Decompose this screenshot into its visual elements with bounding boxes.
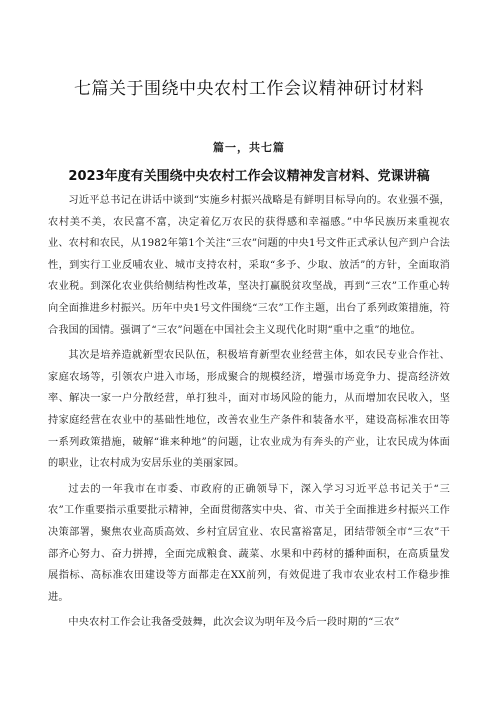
body-paragraph: 中央农村工作会让我备受鼓舞，此次会议为明年及今后一段时期的“三农” — [68, 617, 400, 629]
body-paragraph: 其次是培养造就新型农民队伍，积极培育新型农业经营主体，如农民专业合作社、家庭农场等，引领农户进入市场，形成聚合的规模经济，增强市场竞争力、提高经济效率、解决一家一户分散经营，单打独斗，面对市场风险的能力，从而增加农民收入，坚持家庭经营在农业中的基础性地位，改善农业生产条件和装备水平，建设高标准农田等一系列政策措施，破解“谁来种地”的问题，让农业成为有奔头的产业，让农民成为体面的职业，让农村成为安居乐业的美丽家园。 — [48, 350, 450, 470]
document-title: 七篇关于围绕中央农村工作会议精神研讨材料 — [74, 79, 424, 99]
section-subtitle: 2023年度有关围绕中央农村工作会议精神发言材料、党课讲稿 — [68, 169, 430, 184]
body-paragraph: 习近平总书记在讲话中谈到“实施乡村振兴战略是有鲜明目标导向的。农业强不强，农村美不美，农民富不富，决定着亿万农民的获得感和幸福感。”中华民族历来重视农业、农村和农民，从1982年第1个关注“三农”问题的中央1号文件正式承认包产到户合法性，到实行工业反哺农业、城市支持农村，采取“多予、少取、放活”的方针，全面取消农业税。到深化农业供给侧结构性改革，坚决打赢脱贫攻坚战，再到“三农”工作重心转向全面推进乡村振兴。历年中央1号文件围绕“三农”工作主题，出台了系列政策措施，符合我国的国情。强调了“三农”问题在中国社会主义现代化时期“重中之重”的地位。 — [48, 195, 450, 336]
section-label: 篇一，共七篇 — [213, 141, 285, 154]
document-body — [48, 190, 450, 634]
body-paragraph: 过去的一年我市在市委、市政府的正确领导下，深入学习习近平总书记关于“三农”工作重要指示重要批示精神，全面贯彻落实中央、省、市关于全面推进乡村振兴工作决策部署，聚焦农业高质高效、乡村宜居宜业、农民富裕富足，团结带领全市“三农”干部齐心努力、奋力拼搏，全面完成粮食、蔬菜、水果和中药材的播种面积，在高质量发展指标、高标准农田建设等方面都走在XX前列，有效促进了我市农业农村工作稳步推进。 — [48, 483, 450, 603]
